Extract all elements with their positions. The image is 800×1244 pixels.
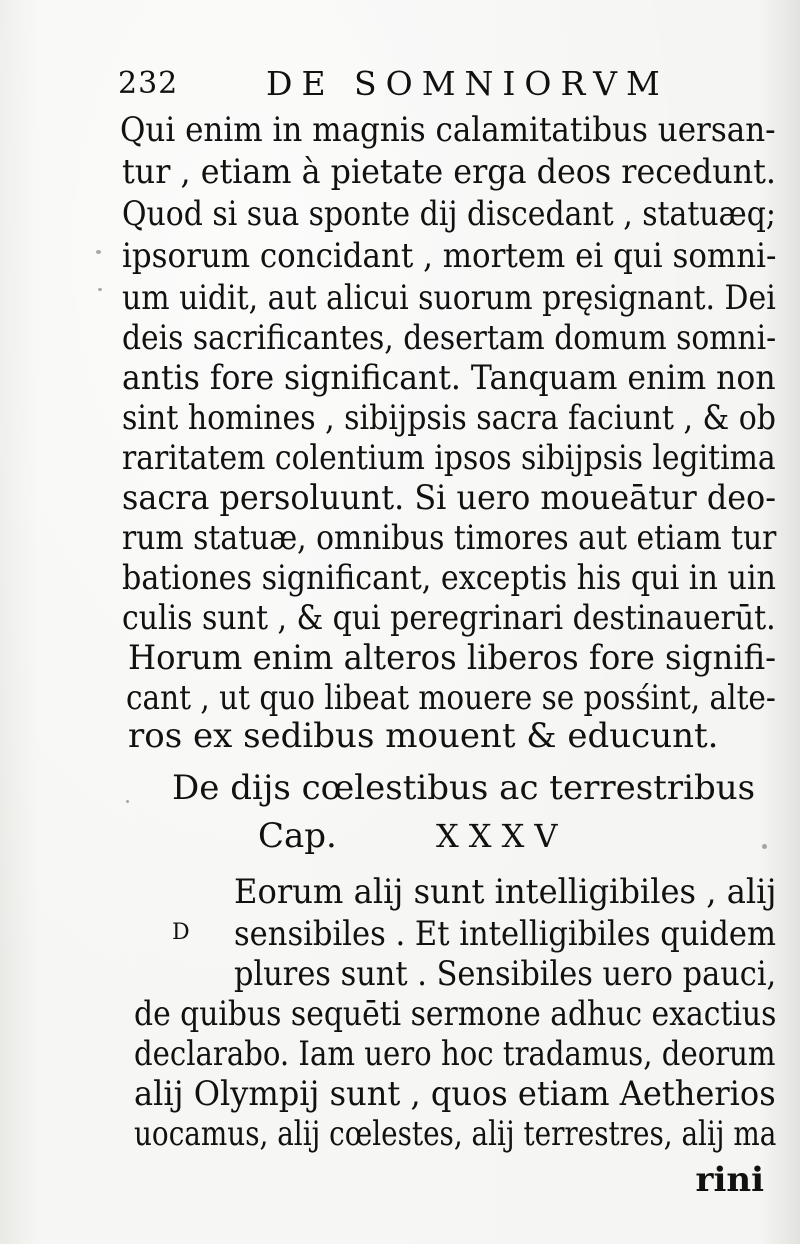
text-line: Qui enim in magnis calamitatibus uersan- xyxy=(120,110,776,150)
chapter-label: Cap. xyxy=(258,816,337,856)
text-line: declarabo. Iam uero hoc tradamus, deorum xyxy=(134,1034,776,1074)
chapter-number: XXXV xyxy=(436,817,568,855)
ink-speck xyxy=(98,288,102,291)
margin-letter: D xyxy=(172,920,190,945)
text-line: Horum enim alteros liberos fore signifi- xyxy=(128,638,777,678)
ink-speck xyxy=(126,800,129,803)
text-line: sacra persoluunt. Si uero moueātur deo- xyxy=(122,478,777,518)
page-number: 232 xyxy=(118,66,179,101)
text-line: alij Olympij sunt , quos etiam Aetherios xyxy=(134,1074,776,1114)
text-line: cant , ut quo libeat mouere se posśint, alte- xyxy=(126,678,776,718)
text-line: Quod si sua sponte dij discedant , statuæq; xyxy=(122,194,776,234)
chapter-title: De dijs cœlestibus ac terrestribus xyxy=(172,768,756,808)
ink-speck xyxy=(96,250,101,254)
text-line: antis fore significant. Tanquam enim non xyxy=(122,358,776,398)
text-line: de quibus sequēti sermone adhuc exactius xyxy=(134,994,777,1034)
text-line: tur , etiam à pietate erga deos recedunt. xyxy=(122,152,776,192)
text-line: ipsorum concidant , mortem ei qui somni- xyxy=(122,236,777,276)
text-line: Eorum alij sunt intelligibiles , alij xyxy=(234,872,777,912)
text-line: raritatem colentium ipsos sibijpsis legitima xyxy=(122,438,776,478)
text-line: bationes significant, exceptis his qui in uin xyxy=(122,558,776,598)
text-line: um uidit, aut alicui suorum pręsignant. Dei xyxy=(122,278,776,318)
text-line: sint homines , sibijpsis sacra faciunt , & ob xyxy=(122,398,776,438)
running-title: DE SOMNIORVM xyxy=(266,64,669,103)
text-line: deis sacrificantes, desertam domum somni- xyxy=(122,318,777,358)
text-line: sensibiles . Et intelligibiles quidem xyxy=(234,914,776,954)
text-line: plures sunt . Sensibiles uero pauci, xyxy=(234,954,777,994)
text-line: ros ex sedibus mouent & educunt. xyxy=(128,716,719,756)
text-line: culis sunt , & qui peregrinari destinauerūt. xyxy=(122,598,776,638)
text-line: uocamus, alij cœlestes, alij terrestres, alij ma xyxy=(134,1114,777,1154)
ink-speck xyxy=(762,844,767,849)
text-line: rum statuæ, omnibus timores aut etiam tur xyxy=(122,518,777,558)
catchword: rini xyxy=(695,1160,764,1200)
